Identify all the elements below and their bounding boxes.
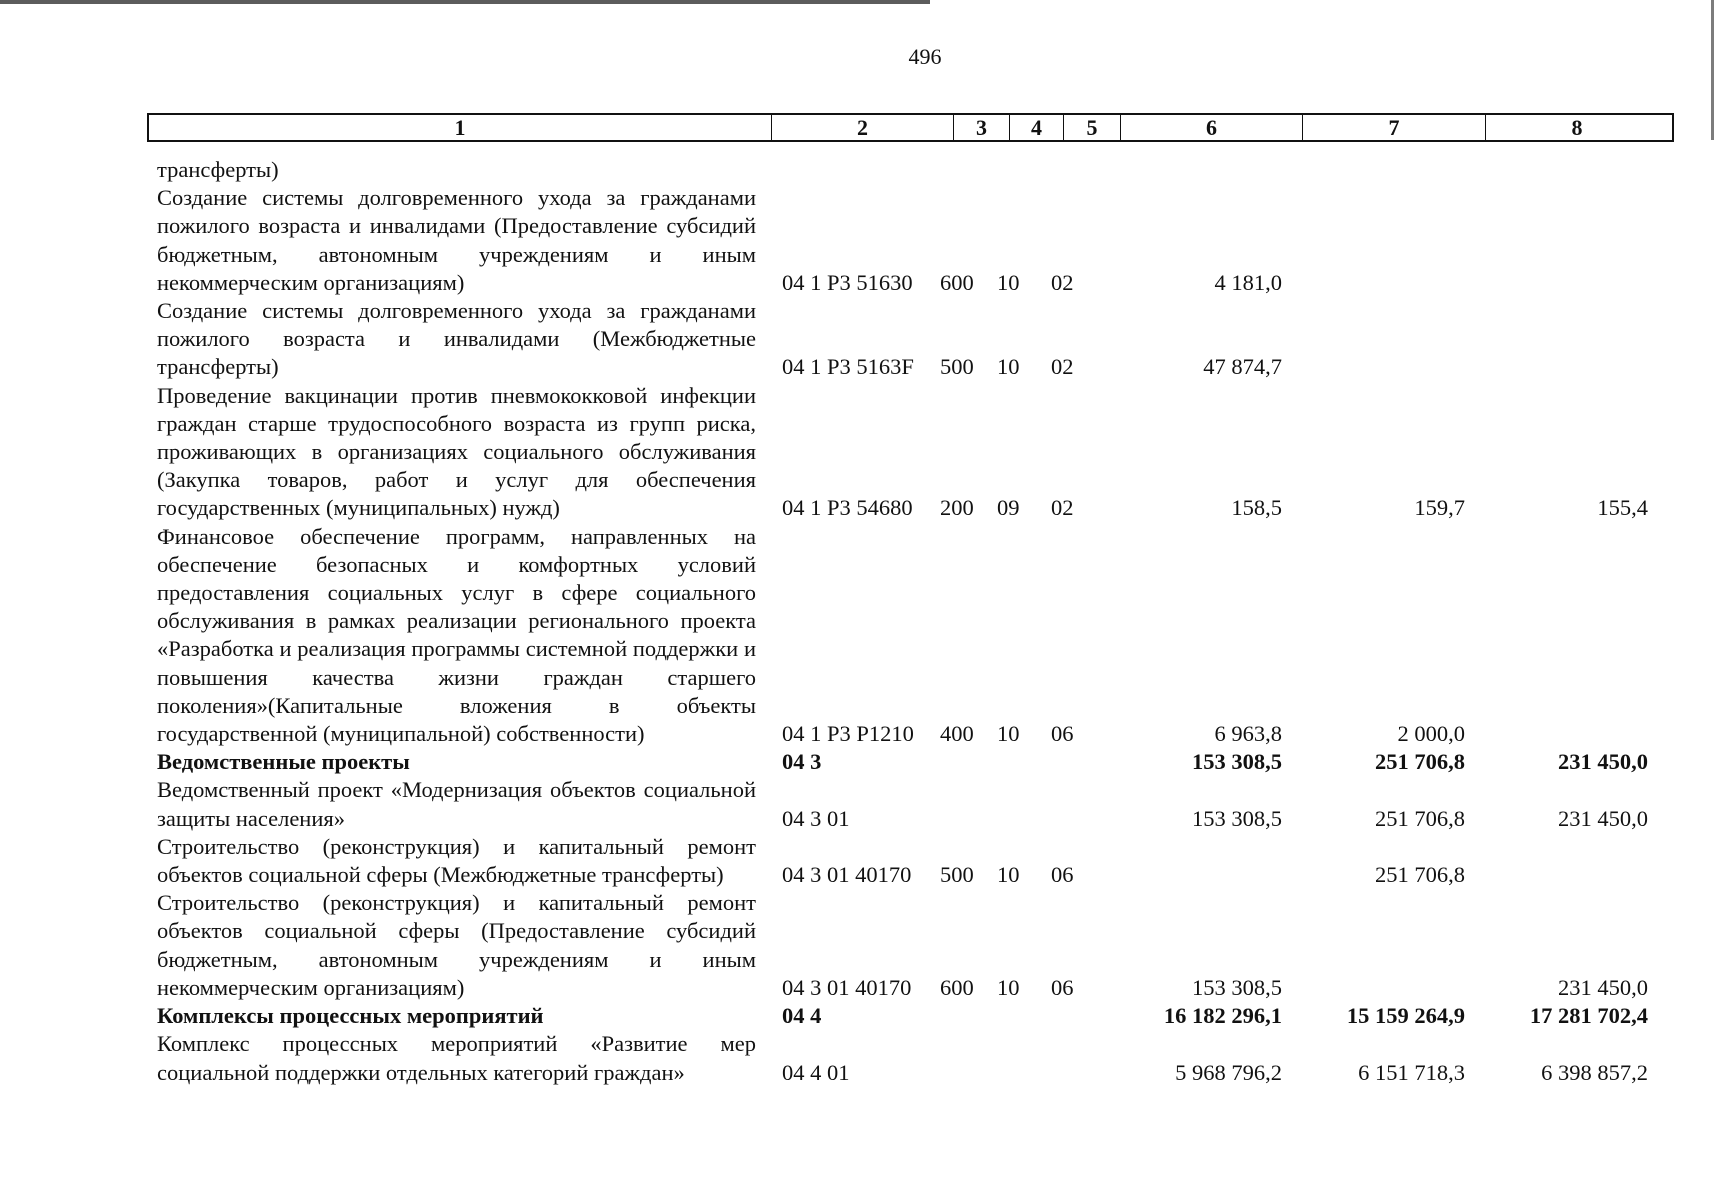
row-code: 04 3 01 40170 [782,974,912,1000]
row-col-5: 06 [1051,974,1074,1000]
row-col-5: 02 [1051,269,1074,295]
row-value-8: 231 450,0 [1558,974,1648,1000]
row-code: 04 1 Р3 51630 [782,269,913,295]
row-col-5: 02 [1051,495,1074,521]
table-row [157,1002,1674,1030]
row-code: 04 1 Р3 54680 [782,495,913,521]
row-col-4: 10 [997,354,1020,380]
row-name: Ведомственные проекты [157,749,410,775]
scan-edge-top [0,0,930,4]
row-col-3: 200 [940,495,974,521]
row-value-6: 153 308,5 [1192,805,1282,831]
row-code: 04 3 01 40170 [782,862,912,888]
row-value-8: 6 398 857,2 [1541,1059,1648,1085]
row-code: 04 3 [782,749,822,775]
row-name: Строительство (реконструкция) и капитальный ремонт объектов социальной сферы (Межбюджетные трансферты) [157,833,756,888]
row-name: Создание системы долговременного ухода за гражданами пожилого возраста и инвалидами (Межбюджетные трансферты) [157,298,756,380]
row-name: Создание системы долговременного ухода за гражданами пожилого возраста и инвалидами (Предоставление субсидий бюджетным, автономным учреждениям и иным некоммерческим организациям) [157,185,756,295]
row-value-6: 6 963,8 [1214,721,1282,747]
row-col-4: 10 [997,974,1020,1000]
header-col-2: 2 [772,115,954,141]
table-row [157,523,1674,749]
table-row [157,833,1674,889]
row-col-4: 09 [997,495,1020,521]
row-value-6: 153 308,5 [1192,974,1282,1000]
row-col-5: 02 [1051,354,1074,380]
header-col-3: 3 [954,115,1010,141]
row-col-3: 600 [940,269,974,295]
row-code: 04 1 Р3 Р1210 [782,721,914,747]
row-col-3: 500 [940,354,974,380]
row-col-5: 06 [1051,721,1074,747]
header-col-6: 6 [1121,115,1303,141]
row-name: Проведение вакцинации против пневмококковой инфекции граждан старше трудоспособного возраста из групп риска, проживающих в организациях социального обслуживания (Закупка товаров, работ и услуг для обеспечения государственных (муниципальных) нужд) [157,382,756,521]
table-row [157,889,1674,1002]
table-row [157,776,1674,832]
row-name: Финансовое обеспечение программ, направленных на обеспечение безопасных и комфортных условий предоставления социальных услуг в сфере социального обслуживания в рамках реализации регионального проекта «Разработка и реализация программы системной поддержки и повышения качества жизни граждан старшего поколения»(Капитальные вложения в объекты государственной (муниципальной) собственности) [157,523,756,747]
row-name: Комплексы процессных мероприятий [157,1003,544,1029]
row-name: трансферты) [157,157,279,182]
row-value-7: 15 159 264,9 [1346,1003,1465,1029]
header-col-7: 7 [1303,115,1486,141]
table-body [157,156,1674,1087]
table-row [157,156,1674,184]
row-value-6: 153 308,5 [1192,749,1282,775]
row-code: 04 3 01 [782,805,850,831]
row-value-8: 17 281 702,4 [1529,1003,1648,1029]
row-name: Строительство (реконструкция) и капитальный ремонт объектов социальной сферы (Предоставление субсидий бюджетным, автономным учреждениям и иным некоммерческим организациям) [157,890,756,1000]
row-value-6: 47 874,7 [1203,354,1282,380]
row-code: 04 1 Р3 5163F [782,354,914,380]
row-value-6: 158,5 [1231,495,1282,521]
row-code: 04 4 01 [782,1059,850,1085]
row-col-4: 10 [997,721,1020,747]
table-row [157,382,1674,523]
row-value-7: 251 706,8 [1375,862,1465,888]
table-row [157,297,1674,382]
row-value-8: 231 450,0 [1558,749,1648,775]
row-value-6: 5 968 796,2 [1175,1059,1282,1085]
row-value-7: 6 151 718,3 [1358,1059,1465,1085]
row-value-8: 155,4 [1597,495,1648,521]
table-row [157,1030,1674,1086]
row-col-3: 400 [940,721,974,747]
page-number: 496 [908,44,942,69]
row-col-4: 10 [997,862,1020,888]
header-col-5: 5 [1064,115,1121,141]
table-row [157,184,1674,297]
row-col-3: 500 [940,862,974,888]
header-col-4: 4 [1010,115,1064,141]
header-col-1: 1 [149,115,772,141]
row-value-6: 16 182 296,1 [1163,1003,1282,1029]
row-col-3: 600 [940,974,974,1000]
row-code: 04 4 [782,1003,822,1029]
row-name: Комплекс процессных мероприятий «Развитие мер социальной поддержки отдельных категорий граждан» [157,1031,756,1085]
header-col-8: 8 [1571,115,1583,140]
table-header [147,113,1674,142]
row-value-7: 159,7 [1414,495,1465,521]
row-value-7: 251 706,8 [1375,805,1465,831]
row-value-7: 2 000,0 [1397,721,1465,747]
row-value-7: 251 706,8 [1375,749,1465,775]
row-value-6: 4 181,0 [1214,269,1282,295]
row-name: Ведомственный проект «Модернизация объектов социальной защиты населения» [157,777,756,831]
row-value-8: 231 450,0 [1558,805,1648,831]
row-col-4: 10 [997,269,1020,295]
table-row [157,748,1674,776]
row-col-5: 06 [1051,862,1074,888]
